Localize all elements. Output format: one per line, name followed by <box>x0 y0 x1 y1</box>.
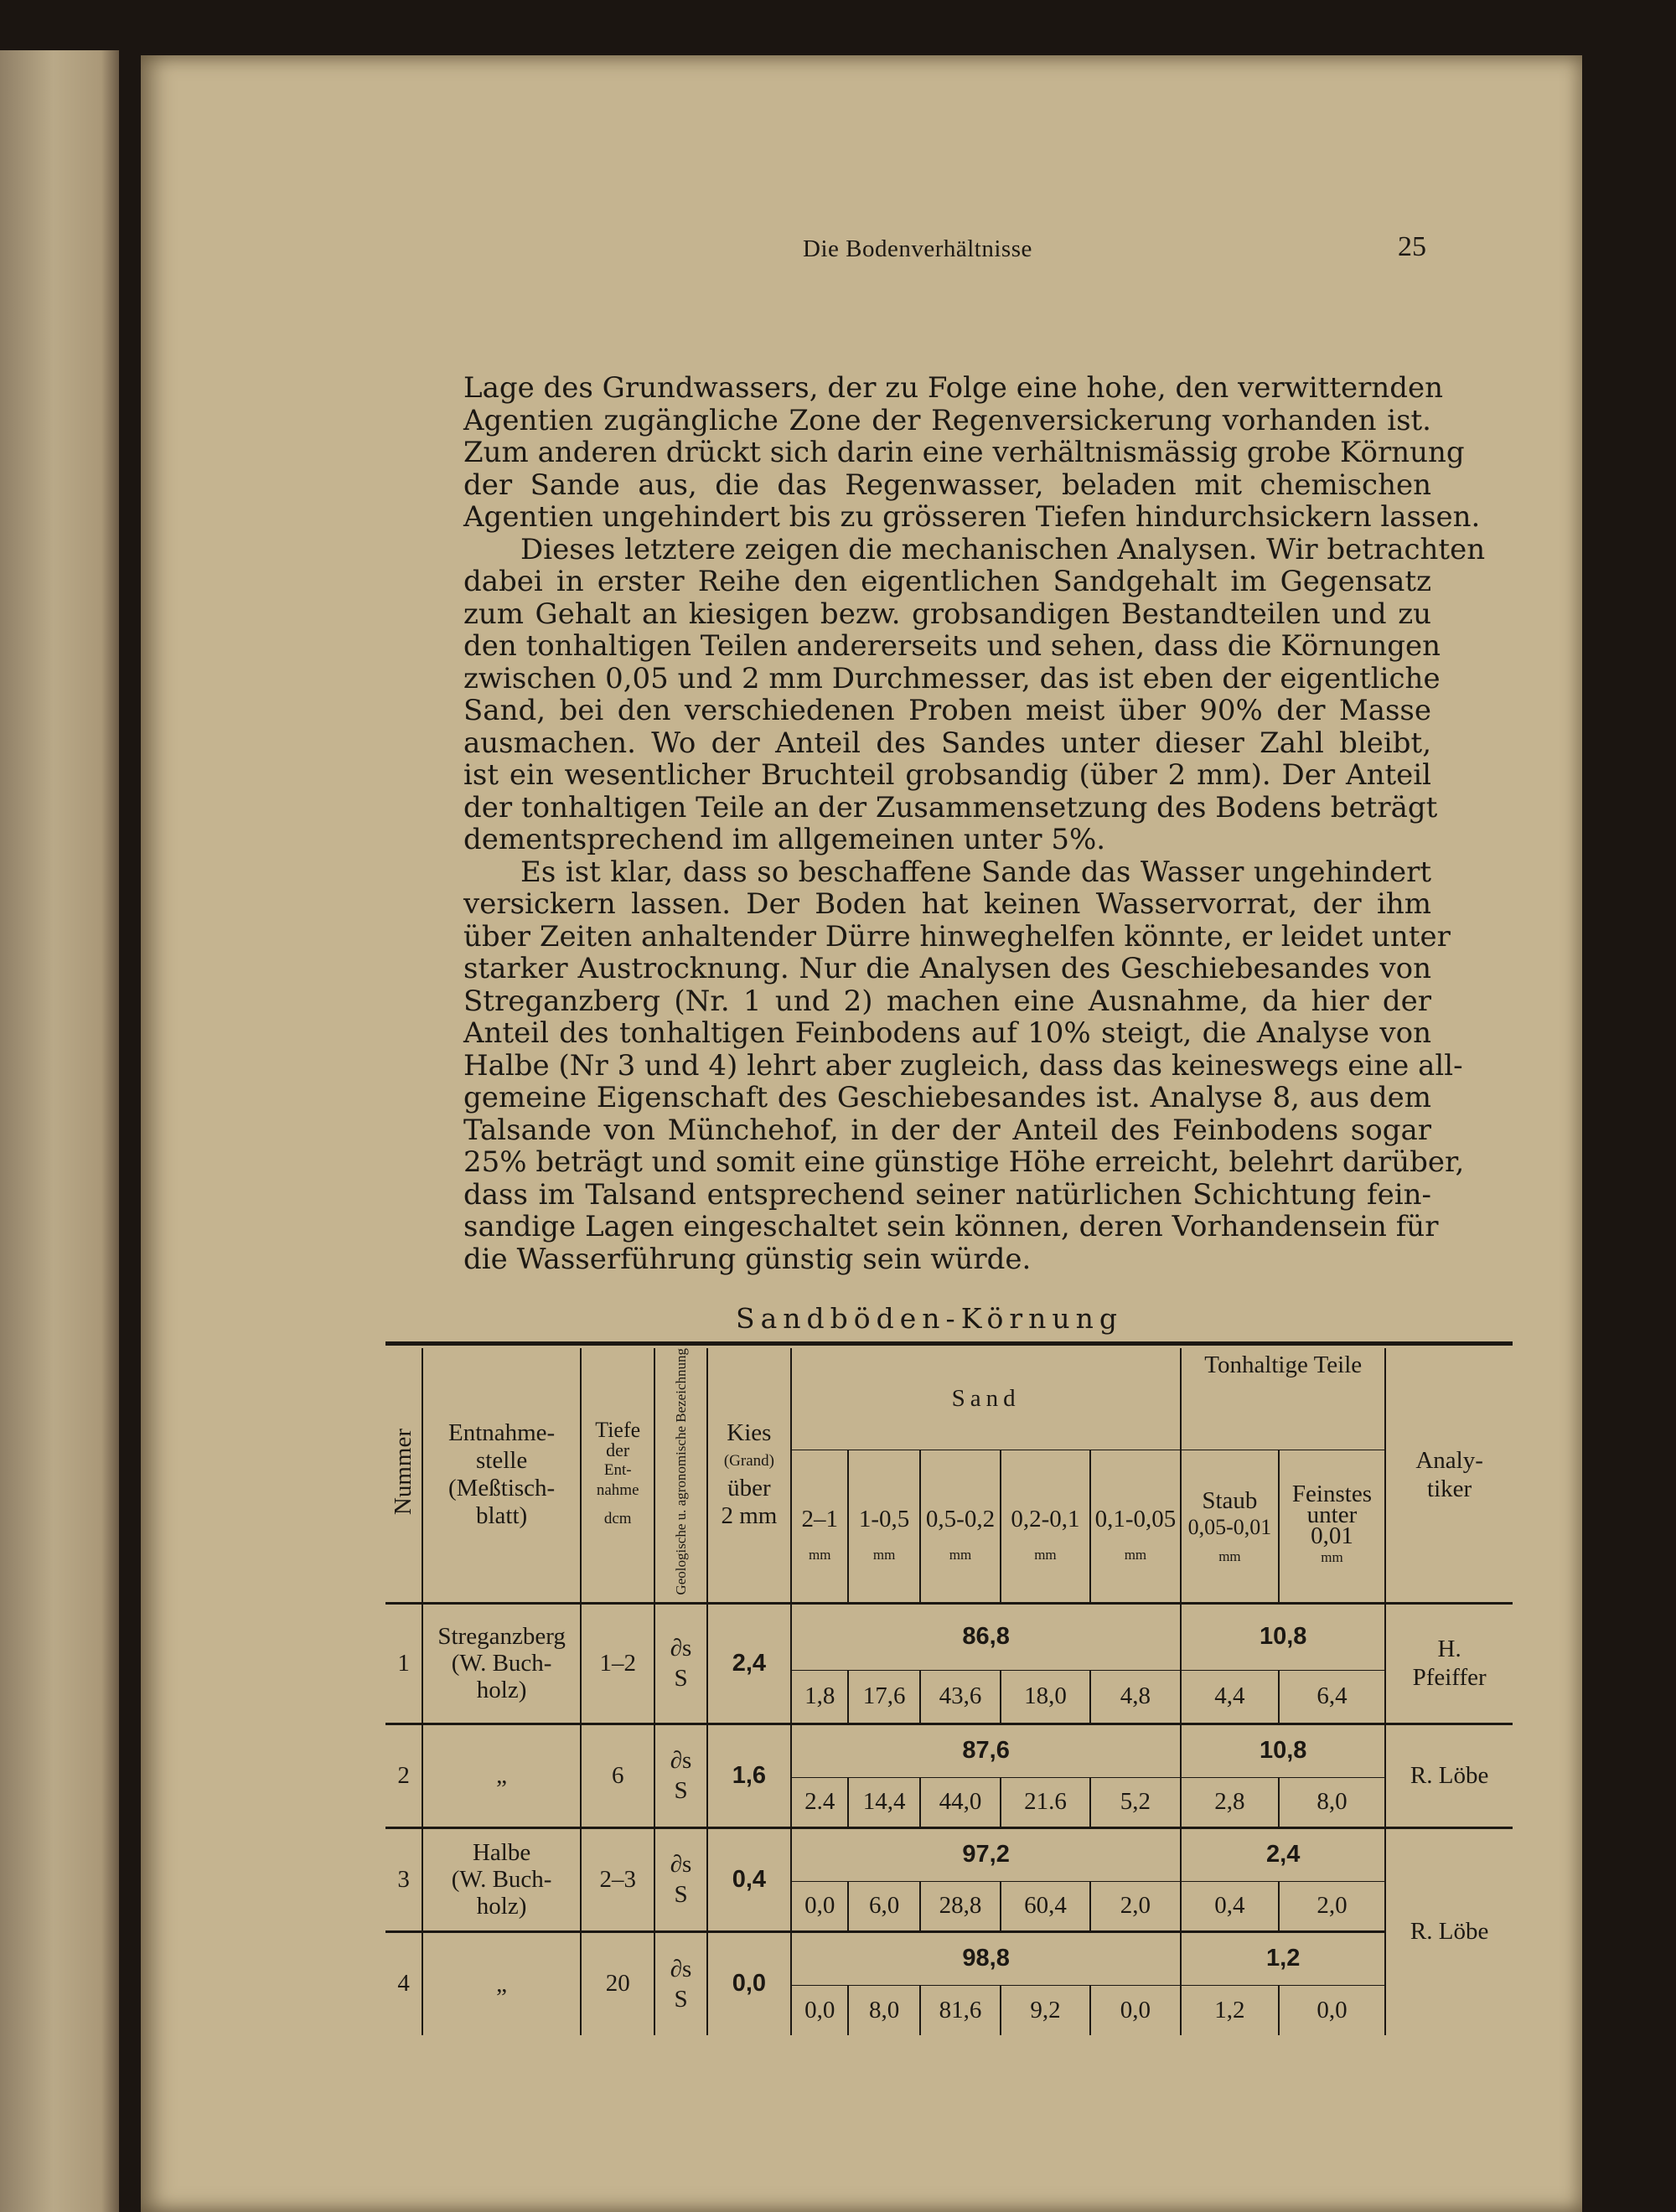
body-text-line: den tonhaltigen Teilen andererseits und sehen, dass die Körnungen <box>463 629 1441 663</box>
unit-mm-5: mm <box>1124 1546 1147 1563</box>
clay-fraction-value: 4,4 <box>1214 1682 1245 1710</box>
body-text-line: dabei in erster Reihe den eigentlichen Sandgehalt im Gegensatz <box>463 565 1431 598</box>
sand-fraction-value: 18,0 <box>1024 1682 1067 1710</box>
clay-fraction-value: 0,4 <box>1214 1892 1245 1920</box>
geo-symbol-top: ∂s <box>670 1955 692 1982</box>
sand-total: 87,6 <box>962 1737 1010 1765</box>
sand-total: 97,2 <box>962 1841 1010 1868</box>
sample-depth: 1–2 <box>599 1649 636 1677</box>
sand-fraction-value: 17,6 <box>862 1682 906 1710</box>
sample-location: (W. Buch- <box>451 1650 552 1677</box>
body-text-line: zwischen 0,05 und 2 mm Durchmesser, das ist eben der eigentliche <box>463 661 1441 695</box>
header-staub-range: 0,05-0,01 <box>1187 1514 1272 1539</box>
unit-mm-4: mm <box>1034 1546 1057 1563</box>
body-text-line: über Zeiten anhaltender Dürre hinweghelfen könnte, er leidet unter <box>463 919 1451 954</box>
unit-mm-6: mm <box>1218 1548 1241 1564</box>
body-text-line: Agentien zugängliche Zone der Regenversickerung vorhanden ist. <box>463 403 1431 437</box>
geo-symbol-top: ∂s <box>670 1851 692 1879</box>
adjacent-page-edge <box>0 50 119 2212</box>
analyst: Pfeiffer <box>1412 1664 1487 1692</box>
sample-location: holz) <box>476 1677 527 1704</box>
clay-fraction-value: 6,4 <box>1316 1682 1348 1710</box>
sand-fraction-value: 4,8 <box>1120 1682 1151 1710</box>
body-text-line: Lage des Grundwassers, der zu Folge eine hohe, den verwitternden <box>463 371 1444 405</box>
book-page <box>141 55 1582 2212</box>
header-tiefe-1: Tiefe <box>595 1418 641 1443</box>
header-kies-4: 2 mm <box>721 1502 778 1530</box>
gravel-value: 0,4 <box>732 1865 767 1893</box>
body-text <box>463 371 1486 1276</box>
header-tiefe-4: nahme <box>596 1481 639 1500</box>
sand-fraction-value: 9,2 <box>1030 1996 1061 2023</box>
header-entnahme-2: stelle <box>476 1447 528 1475</box>
row-number: 2 <box>397 1761 410 1789</box>
sand-fraction-value: 8,0 <box>868 1996 900 2023</box>
body-text-line: die Wasserführung günstig sein würde. <box>463 1242 1032 1276</box>
page-number: 25 <box>1398 231 1426 262</box>
sand-fraction-value: 14,4 <box>862 1788 906 1816</box>
body-text-line: ausmachen. Wo der Anteil des Sandes unter dieser Zahl bleibt, <box>463 726 1431 760</box>
sand-fraction-value: 60,4 <box>1024 1892 1067 1920</box>
body-text-line: Sand, bei den verschiedenen Proben meist über 90% der Masse <box>463 694 1431 727</box>
table-row <box>385 1827 1513 1881</box>
analyst: R. Löbe <box>1410 1762 1489 1790</box>
header-staub: Staub <box>1202 1486 1258 1514</box>
row-number: 1 <box>397 1649 410 1677</box>
clay-fraction-value: 1,2 <box>1214 1996 1245 2023</box>
geo-symbol-top: ∂s <box>670 1747 692 1775</box>
sand-fraction-value: 81,6 <box>939 1996 982 2023</box>
clay-fraction-value: 2,8 <box>1214 1788 1245 1816</box>
sample-location: holz) <box>476 1893 527 1920</box>
unit-mm-2: mm <box>872 1546 896 1563</box>
row-number: 3 <box>397 1865 410 1893</box>
sand-fraction-value: 44,0 <box>939 1788 982 1816</box>
body-text-line: dass im Talsand entsprechend seiner natürlichen Schichtung fein- <box>463 1177 1431 1212</box>
table-grid <box>385 1348 1513 2035</box>
sample-location: „ <box>496 1970 508 1998</box>
geo-symbol-bottom: S <box>674 1777 688 1805</box>
sand-fraction-value: 43,6 <box>939 1682 982 1710</box>
header-feinstes-2: unter <box>1306 1501 1358 1529</box>
body-text-line: Zum anderen drückt sich darin eine verhältnismässig grobe Körnung <box>463 436 1465 469</box>
sample-location: (W. Buch- <box>451 1866 552 1894</box>
header-sand-col-4: 0,2-0,1 <box>1011 1505 1080 1532</box>
body-text-line: dementsprechend im allgemeinen unter 5%. <box>463 823 1106 856</box>
table-row <box>385 1603 1513 1670</box>
body-text-line: starker Austrocknung. Nur die Analysen des Geschiebesandes von <box>463 952 1431 985</box>
header-kies-1: Kies <box>727 1419 772 1447</box>
header-entnahme-4: blatt) <box>476 1502 528 1530</box>
sample-location: „ <box>496 1762 508 1790</box>
body-text-line: Agentien ungehindert bis zu grösseren Tiefen hindurchsickern lassen. <box>463 500 1481 534</box>
table-body <box>385 1603 1513 2035</box>
unit-mm-7: mm <box>1321 1549 1343 1566</box>
body-text-line: sandige Lagen eingeschaltet sein können, deren Vorhandensein für <box>463 1210 1439 1243</box>
gravel-value: 2,4 <box>732 1649 767 1677</box>
header-geologisch: Geologische u. agronomische Bezeichnung <box>673 1348 690 1595</box>
body-text-line: Talsande von Münchehof, in der der Anteil des Feinbodens sogar <box>463 1113 1431 1147</box>
header-sand-col-3: 0,5-0,2 <box>925 1505 996 1532</box>
header-analytiker-2: tiker <box>1427 1476 1472 1503</box>
sand-fraction-value: 2,0 <box>1120 1892 1151 1920</box>
header-sand: Sand <box>951 1385 1021 1413</box>
header-nummer: Nummer <box>390 1428 417 1515</box>
header-feinstes-1: Feinstes <box>1291 1481 1372 1508</box>
header-sand-col-5: 0,1-0,05 <box>1094 1505 1177 1532</box>
geo-symbol-bottom: S <box>674 1881 688 1909</box>
header-tonhaltige: Tonhaltige Teile <box>1204 1351 1363 1378</box>
unit-mm-3: mm <box>949 1546 972 1563</box>
header-tiefe-3: Ent- <box>603 1461 632 1480</box>
sand-fraction-value: 5,2 <box>1120 1788 1151 1816</box>
body-text-line: der Sande aus, die das Regenwasser, beladen mit chemischen <box>463 468 1431 502</box>
table-row <box>385 1724 1513 1777</box>
clay-total: 2,4 <box>1266 1841 1301 1868</box>
table-row <box>385 1931 1513 1985</box>
body-text-line: versickern lassen. Der Boden hat keinen Wasservorrat, der ihm <box>463 887 1431 921</box>
body-text-line: ist ein wesentlicher Bruchteil grobsandig (über 2 mm). Der Anteil <box>463 758 1431 792</box>
sample-location: Halbe <box>472 1839 531 1867</box>
sand-fraction-value: 0,0 <box>804 1892 835 1920</box>
header-feinstes-3: 0,01 <box>1311 1522 1353 1550</box>
body-text-line: Halbe (Nr 3 und 4) lehrt aber zugleich, dass das keineswegs eine all- <box>463 1048 1463 1083</box>
sand-fraction-value: 21.6 <box>1024 1788 1067 1816</box>
header-sand-col-1: 2–1 <box>801 1505 838 1532</box>
header-entnahme-3: (Meßtisch- <box>447 1475 556 1502</box>
geo-symbol-top: ∂s <box>670 1635 692 1662</box>
sample-location: Streganzberg <box>437 1623 566 1651</box>
header-row-top <box>385 1348 1513 1450</box>
sand-total: 98,8 <box>962 1945 1010 1972</box>
gravel-value: 0,0 <box>732 1970 767 1998</box>
body-text-line: Es ist klar, dass so beschaffene Sande das Wasser ungehindert <box>520 855 1431 889</box>
row-number: 4 <box>397 1970 410 1998</box>
body-text-line: Anteil des tonhaltigen Feinbodens auf 10% steigt, die Analyse von <box>463 1016 1431 1050</box>
sand-fraction-value: 0,0 <box>804 1996 835 2023</box>
unit-mm-1: mm <box>809 1546 831 1563</box>
header-tiefe-2: der <box>606 1439 630 1461</box>
clay-fraction-value: 2,0 <box>1316 1892 1348 1920</box>
analyst: R. Löbe <box>1410 1918 1489 1946</box>
header-tiefe-unit: dcm <box>603 1510 632 1528</box>
grain-size-table <box>385 1341 1513 2035</box>
body-text-line: der tonhaltigen Teile an der Zusammensetzung des Bodens beträgt <box>463 790 1438 824</box>
running-head: Die Bodenverhältnisse <box>803 235 1032 262</box>
sand-fraction-value: 0,0 <box>1120 1996 1151 2023</box>
body-text-line: 25% beträgt und somit eine günstige Höhe erreicht, belehrt darüber, <box>463 1145 1465 1179</box>
geo-symbol-bottom: S <box>674 1665 688 1693</box>
sand-fraction-value: 2.4 <box>804 1788 835 1816</box>
clay-total: 10,8 <box>1259 1737 1307 1765</box>
table-title: Sandböden-Körnung <box>736 1302 1124 1335</box>
sample-depth: 2–3 <box>599 1865 636 1893</box>
header-kies-3: über <box>727 1475 771 1502</box>
geo-symbol-bottom: S <box>674 1985 688 2013</box>
sand-fraction-value: 1,8 <box>804 1682 835 1710</box>
sample-depth: 20 <box>605 1970 630 1998</box>
header-sand-col-2: 1-0,5 <box>858 1505 910 1532</box>
body-text-line: zum Gehalt an kiesigen bezw. grobsandigen Bestandteilen und zu <box>463 597 1431 631</box>
gravel-value: 1,6 <box>732 1761 767 1789</box>
header-analytiker-1: Analy- <box>1415 1447 1483 1475</box>
clay-fraction-value: 0,0 <box>1316 1996 1348 2023</box>
sand-fraction-value: 6,0 <box>868 1892 900 1920</box>
header-entnahme-1: Entnahme- <box>447 1419 556 1447</box>
table-top-rule <box>385 1341 1513 1346</box>
analyst: H. <box>1437 1636 1461 1663</box>
body-text-line: Dieses letztere zeigen die mechanischen Analysen. Wir betrachten <box>520 532 1486 566</box>
sand-fraction-value: 28,8 <box>939 1892 982 1920</box>
sand-total: 86,8 <box>962 1623 1010 1651</box>
clay-fraction-value: 8,0 <box>1316 1788 1348 1816</box>
body-text-line: Streganzberg (Nr. 1 und 2) machen eine Ausnahme, da hier der <box>463 984 1431 1018</box>
header-kies-2: (Grand) <box>723 1452 774 1470</box>
sample-depth: 6 <box>611 1761 624 1789</box>
body-text-line: gemeine Eigenschaft des Geschiebesandes ist. Analyse 8, aus dem <box>463 1081 1431 1114</box>
clay-total: 10,8 <box>1259 1623 1307 1651</box>
clay-total: 1,2 <box>1266 1945 1301 1972</box>
